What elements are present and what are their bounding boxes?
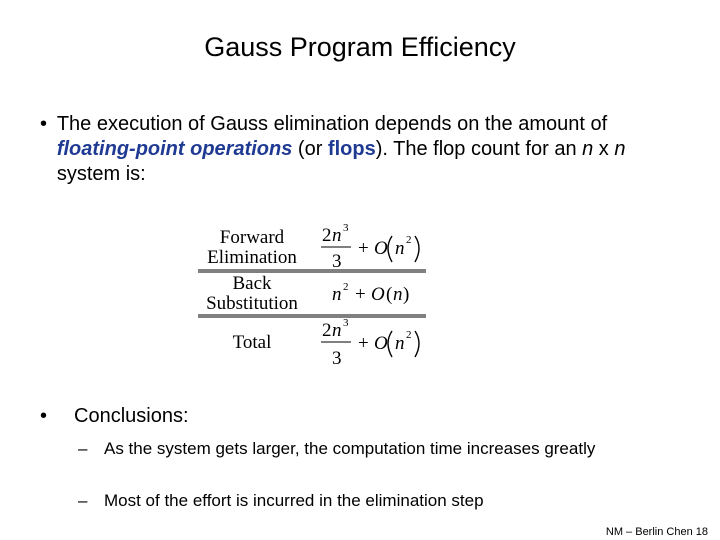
bullet-text-part: x	[593, 138, 615, 160]
sub-bullet-text: As the system gets larger, the computation time increases greatly	[104, 439, 596, 458]
paren-left	[388, 331, 392, 357]
big-o: O	[374, 333, 388, 354]
row-label-substitution: Substitution	[206, 293, 298, 314]
variable-n: n	[614, 138, 626, 160]
paren-right	[415, 331, 419, 357]
row-label-total: Total	[232, 332, 272, 353]
sub-bullet-marker: –	[78, 491, 88, 510]
bullet-conclusions	[40, 404, 660, 429]
bullet-text-part: ). The flop count for an	[375, 138, 583, 160]
flop-table-svg	[198, 222, 430, 372]
variable-n: n	[582, 138, 594, 160]
big-o: O	[374, 238, 388, 259]
big-o: O	[371, 284, 385, 305]
sub-bullet	[78, 490, 658, 511]
row-label-back: Back	[232, 273, 272, 294]
plus-sign: +	[355, 284, 366, 305]
sub-bullet	[78, 438, 658, 459]
flop-count-table	[198, 222, 430, 372]
bullet-text-part: The execution of Gauss elimination depends on the amount of	[56, 113, 608, 135]
numeral: 2	[322, 320, 332, 341]
paren-right	[415, 236, 419, 262]
row-label-forward: Forward	[219, 227, 285, 248]
paren-left	[388, 236, 392, 262]
slide-title: Gauss Program Efficiency	[204, 32, 516, 62]
bullet-text-part: system is:	[56, 163, 146, 185]
bullet-text: Conclusions:	[74, 405, 189, 427]
numeral: 2	[322, 225, 332, 246]
paren-right: )	[403, 284, 410, 305]
variable-n: n	[395, 333, 405, 354]
bullet-text	[57, 112, 660, 187]
formula-back-substitution	[332, 281, 409, 305]
exponent: 2	[406, 234, 412, 246]
paren-left: (	[386, 284, 393, 305]
variable-n: n	[332, 284, 342, 305]
bullet-text-part: (or	[292, 138, 328, 160]
variable-n: n	[395, 238, 405, 259]
bullet-marker: •	[40, 405, 48, 427]
slide-footer: NM – Berlin Chen 18	[605, 526, 708, 538]
emphasis-flops: flops	[327, 138, 376, 160]
exponent: 3	[343, 222, 349, 234]
variable-n: n	[332, 225, 342, 246]
emphasis-floating-point: floating-point operations	[56, 138, 293, 160]
numeral: 3	[332, 251, 342, 272]
plus-sign: +	[358, 333, 369, 354]
variable-n: n	[332, 320, 342, 341]
plus-sign: +	[358, 238, 369, 259]
numeral: 3	[332, 348, 342, 369]
exponent: 2	[343, 281, 349, 293]
sub-bullet-marker: –	[78, 439, 88, 458]
variable-n: n	[393, 284, 403, 305]
row-label-elimination: Elimination	[207, 247, 297, 268]
exponent: 3	[343, 317, 349, 329]
exponent: 2	[406, 329, 412, 341]
bullet-marker: •	[40, 113, 48, 135]
formula-forward-elimination	[321, 222, 419, 272]
bullet-flop-count	[40, 112, 660, 187]
sub-bullet-text: Most of the effort is incurred in the elimination step	[104, 491, 484, 510]
formula-total	[321, 317, 419, 369]
